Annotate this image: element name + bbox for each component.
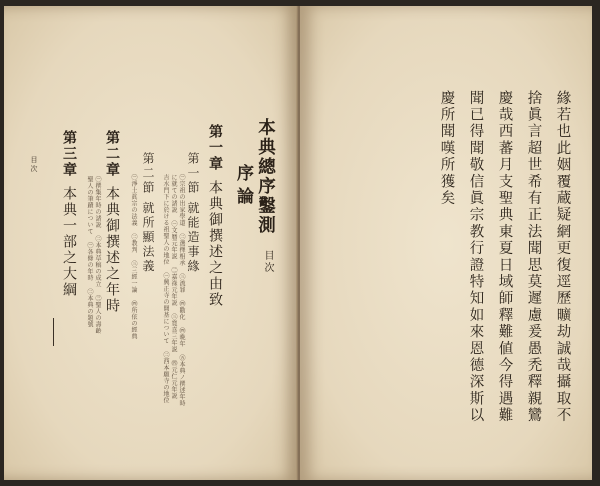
chapter-3-rule bbox=[53, 318, 54, 346]
note-1-1-c: 吉水門下に於ける祖聖人の地位 ㊀興正寺の開基について ㊁西本願寺の地位 bbox=[162, 174, 169, 404]
chapter-2-num: 第二章 bbox=[104, 130, 120, 178]
section-heading: 序論 bbox=[233, 164, 253, 210]
chapter-3-num: 第三章 bbox=[61, 130, 77, 178]
note-1-2-a: ㊀淨土眞宗の法義 ㊁教判 ㊂三經一論 ㊃所依の經典 bbox=[130, 174, 137, 340]
section-1-2-title: 就所顯法義 bbox=[141, 201, 155, 274]
prose-line-2: 捨眞言超世希有正法聞思莫遲慮爰愚禿釋親鸞 bbox=[525, 90, 542, 424]
prose-line-5: 慶所聞嘆所獲矣 bbox=[438, 90, 455, 207]
chapter-1-section-1 bbox=[187, 152, 199, 274]
chapter-3-title: 本典一部之大綱 bbox=[61, 186, 77, 298]
right-page bbox=[300, 6, 592, 480]
note-2-a: ㊀撰集年時の諸説 ㊁本典草稿の成立 ㊂聖人の壽齡 bbox=[94, 176, 101, 334]
chapter-2-title: 本典御撰述之年時 bbox=[104, 186, 120, 314]
chapter-3 bbox=[62, 130, 76, 298]
chapter-1-section-2 bbox=[142, 152, 154, 274]
book-title-sub: 目次 bbox=[262, 250, 273, 274]
prose-line-4: 聞已得聞敬信眞宗教行證特知如來恩德深斯以 bbox=[467, 90, 484, 424]
book-title: 本典總序鑿測 bbox=[255, 118, 276, 235]
prose-line-1: 緣若也此姻覆蔵疑網更復逕歷曠劫誠哉攝取不 bbox=[554, 90, 571, 424]
chapter-1-num: 第一章 bbox=[207, 124, 223, 172]
note-2-b: 聖人の筆蹟について ㊀各條の年時 ㊁本典の題號 bbox=[86, 176, 93, 328]
chapter-2 bbox=[105, 130, 119, 314]
prose-line-3: 慶哉西蕃月支聖典東夏日域師釋難値今得遇難 bbox=[496, 90, 513, 424]
section-1-1-num: 第一節 bbox=[186, 152, 200, 196]
left-page bbox=[4, 6, 298, 480]
section-1-1-title: 就能造事緣 bbox=[186, 201, 200, 274]
note-1-1-b: に就ての諸説 ㊀文暦元年説 ㊁嘉祿元年説 ㊂寛喜三年説 ㊃元仁元年説 bbox=[170, 174, 177, 399]
running-label: 目次 bbox=[30, 156, 38, 174]
chapter-1 bbox=[208, 124, 222, 308]
note-1-1-a: ㊀宗祖の出家學道 ㊁選擇相承 ㊂流罪 ㊃勸化 ㊃晩年 ㊄本典ノ撰述年時 bbox=[178, 174, 185, 407]
chapter-1-title: 本典御撰述之由致 bbox=[207, 180, 223, 308]
section-1-2-num: 第二節 bbox=[141, 152, 155, 196]
